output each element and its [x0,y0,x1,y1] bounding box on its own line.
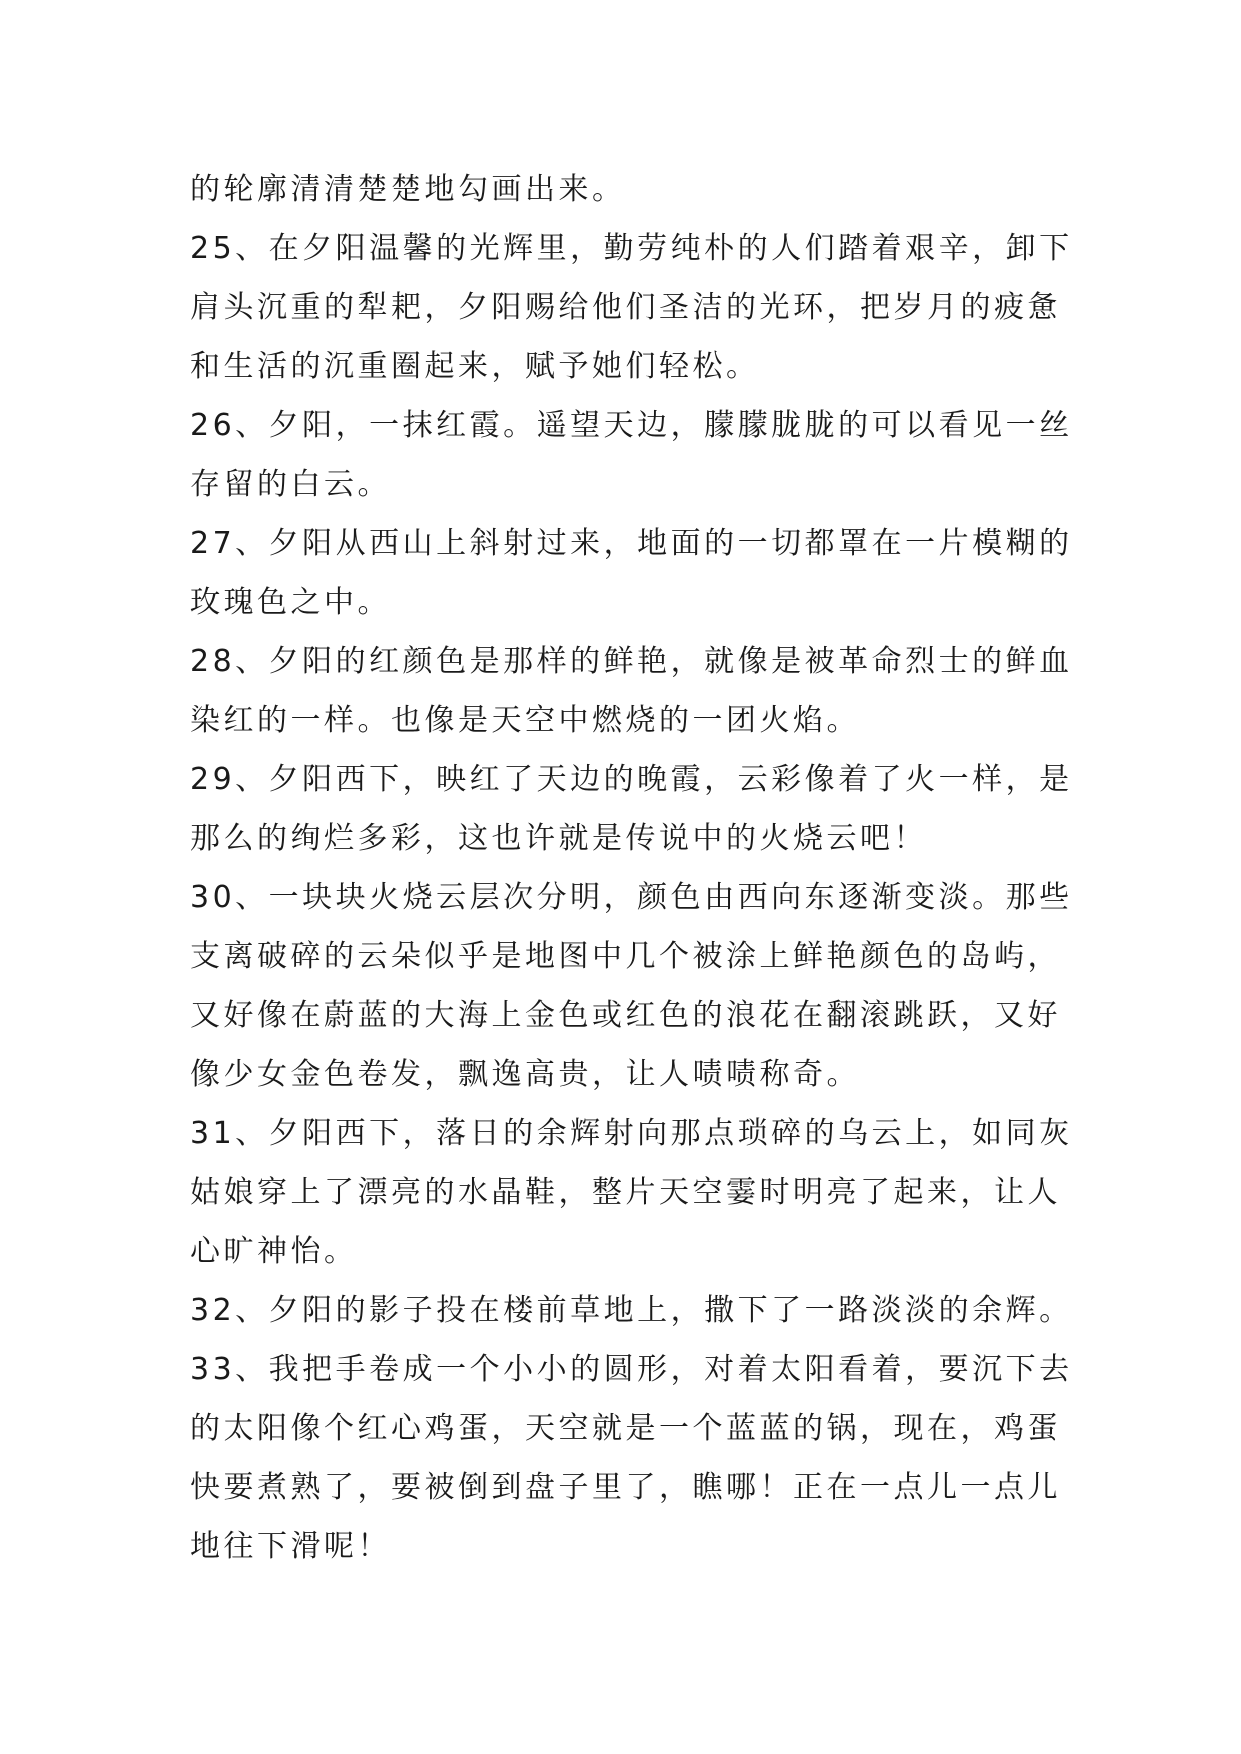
text-line: 31、夕阳西下，落日的余辉射向那点琐碎的乌云上，如同灰 [190,1116,1073,1151]
text-line: 心旷神怡。 [190,1234,358,1269]
text-line: 30、一块块火烧云层次分明，颜色由西向东逐渐变淡。那些 [190,880,1073,915]
text-line: 存留的白云。 [190,467,391,502]
text-line: 28、夕阳的红颜色是那样的鲜艳，就像是被革命烈士的鲜血 [190,644,1073,679]
document-body [190,160,1073,1576]
text-line: 27、夕阳从西山上斜射过来，地面的一切都罩在一片模糊的 [190,526,1073,561]
text-line: 支离破碎的云朵似乎是地图中几个被涂上鲜艳颜色的岛屿， [190,939,1061,974]
text-line: 和生活的沉重圈起来，赋予她们轻松。 [190,349,760,384]
text-line: 姑娘穿上了漂亮的水晶鞋，整片天空霎时明亮了起来，让人 [190,1175,1061,1210]
text-line: 染红的一样。也像是天空中燃烧的一团火焰。 [190,703,860,738]
text-line: 32、夕阳的影子投在楼前草地上，撒下了一路淡淡的余辉。 [190,1293,1073,1328]
text-line: 玫瑰色之中。 [190,585,391,620]
text-line: 像少女金色卷发，飘逸高贵，让人啧啧称奇。 [190,1057,860,1092]
text-line: 那么的绚烂多彩，这也许就是传说中的火烧云吧！ [190,821,927,856]
text-line: 又好像在蔚蓝的大海上金色或红色的浪花在翻滚跳跃，又好 [190,998,1061,1033]
text-line: 33、我把手卷成一个小小的圆形，对着太阳看着，要沉下去 [190,1352,1073,1387]
text-line: 29、夕阳西下，映红了天边的晚霞，云彩像着了火一样，是 [190,762,1073,797]
text-line: 地往下滑呢！ [190,1529,391,1564]
text-line: 肩头沉重的犁耙，夕阳赐给他们圣洁的光环，把岁月的疲惫 [190,290,1061,325]
text-line: 26、夕阳，一抹红霞。遥望天边，朦朦胧胧的可以看见一丝 [190,408,1073,443]
text-line: 快要煮熟了，要被倒到盘子里了，瞧哪！正在一点儿一点儿 [190,1470,1061,1505]
text-line: 的太阳像个红心鸡蛋，天空就是一个蓝蓝的锅，现在，鸡蛋 [190,1411,1061,1446]
text-line: 25、在夕阳温馨的光辉里，勤劳纯朴的人们踏着艰辛，卸下 [190,231,1073,266]
text-line: 的轮廓清清楚楚地勾画出来。 [190,172,626,207]
